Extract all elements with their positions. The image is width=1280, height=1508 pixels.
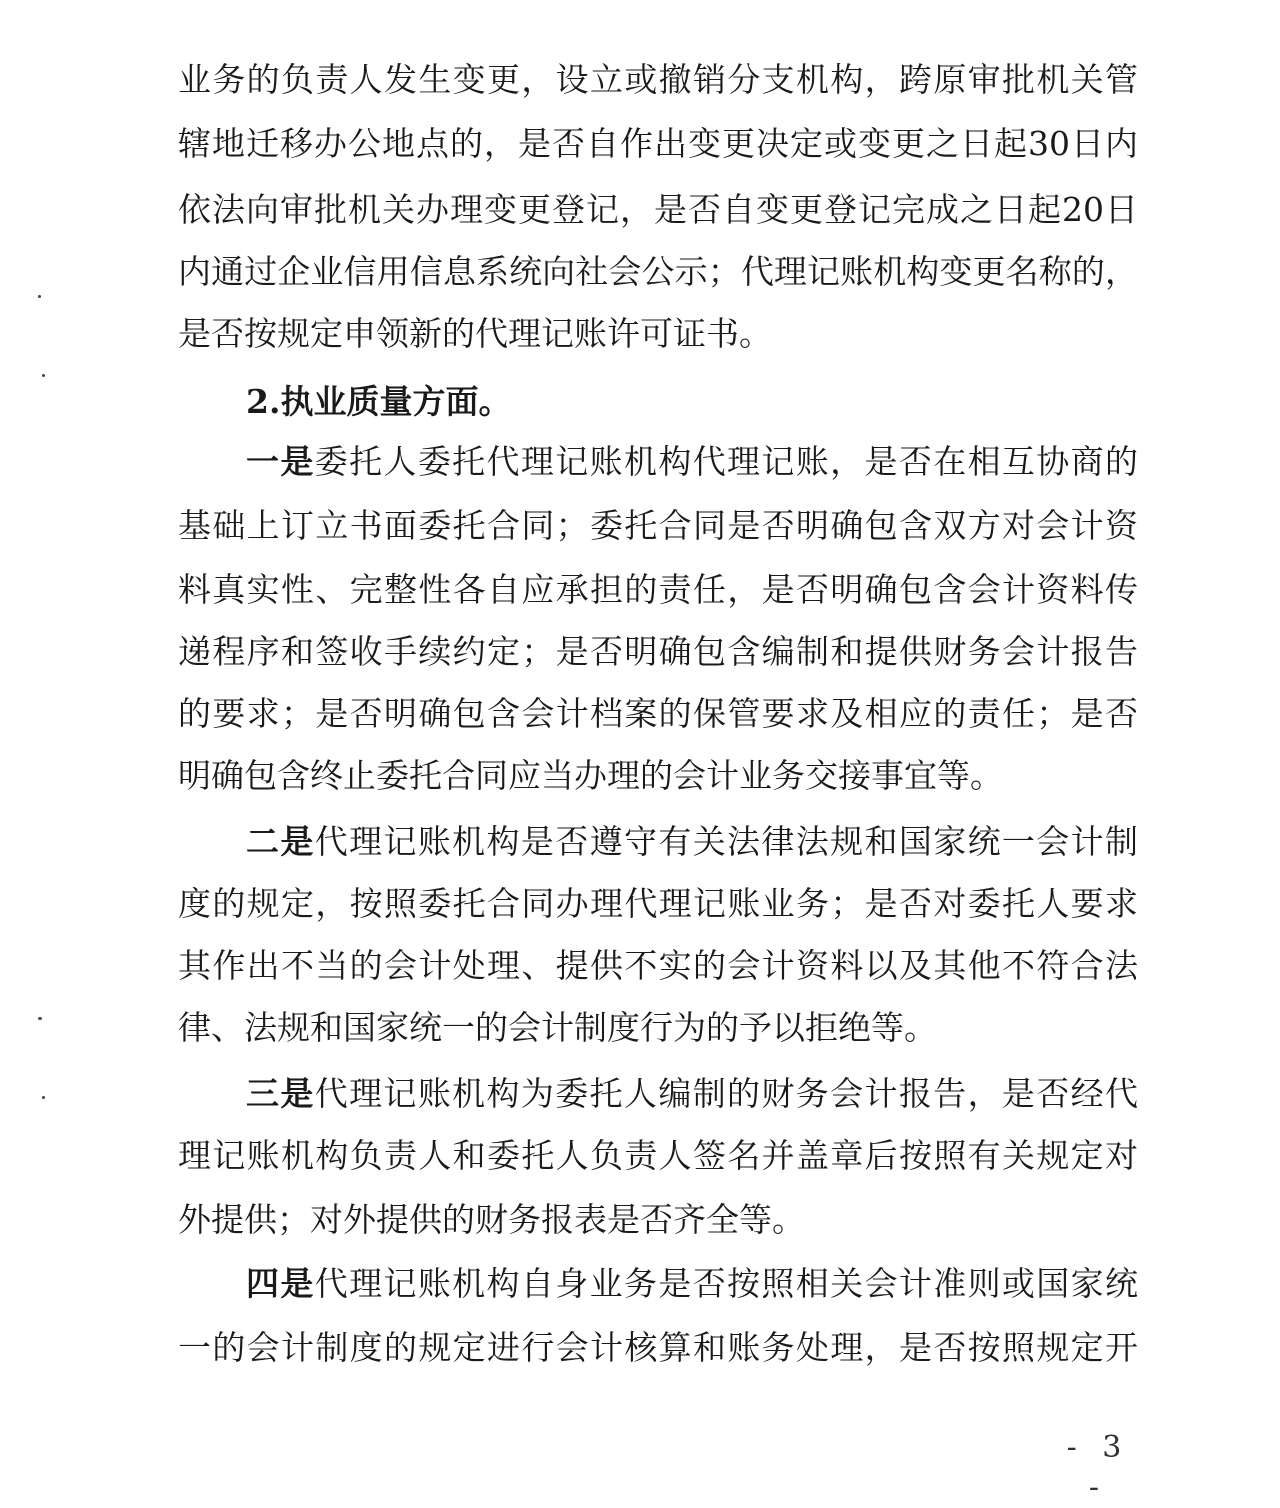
paragraph-text: 委托人委托代理记账机构代理记账，是否在相互协商的 (314, 442, 1139, 481)
text-line: 度的规定，按照委托合同办理代理记账业务；是否对委托人要求 (178, 884, 1138, 923)
scan-speck (38, 295, 41, 298)
text-line: 的要求；是否明确包含会计档案的保管要求及相应的责任；是否 (178, 694, 1138, 733)
text-line: 是否按规定申领新的代理记账许可证书。 (178, 314, 772, 353)
scan-speck (38, 1017, 42, 1020)
paragraph-text: 代理记账机构为委托人编制的财务会计报告，是否经代 (314, 1074, 1139, 1113)
text-line: 料真实性、完整性各自应承担的责任，是否明确包含会计资料传 (178, 570, 1138, 609)
text-line: 理记账机构负责人和委托人负责人签名并盖章后按照有关规定对 (178, 1136, 1138, 1175)
paragraph-text: 代理记账机构是否遵守有关法律法规和国家统一会计制 (314, 822, 1139, 861)
paragraph-lead: 四是 (246, 1264, 315, 1303)
paragraph-first-line (246, 432, 1138, 492)
paragraph-lead: 二是 (246, 822, 315, 861)
paragraph-first-line (246, 1064, 1138, 1124)
text-line: 内通过企业信用信息系统向社会公示；代理记账机构变更名称的， (178, 252, 1138, 291)
page-number: - 3 - (1066, 1430, 1130, 1505)
section-heading: 2.执业质量方面。 (246, 382, 512, 421)
text-line: 递程序和签收手续约定；是否明确包含编制和提供财务会计报告 (178, 632, 1138, 671)
text-line: 一的会计制度的规定进行会计核算和账务处理，是否按照规定开 (178, 1328, 1138, 1367)
text-line: 辖地迁移办公地点的，是否自作出变更决定或变更之日起30日内 (178, 124, 1138, 163)
text-line: 明确包含终止委托合同应当办理的会计业务交接事宜等。 (178, 756, 1003, 795)
text-line: 业务的负责人发生变更，设立或撤销分支机构，跨原审批机关管 (178, 60, 1138, 99)
paragraph-first-line (246, 1254, 1138, 1314)
paragraph-text: 代理记账机构自身业务是否按照相关会计准则或国家统 (314, 1264, 1139, 1303)
paragraph-first-line (246, 812, 1138, 872)
text-line: 基础上订立书面委托合同；委托合同是否明确包含双方对会计资 (178, 506, 1138, 545)
text-line: 律、法规和国家统一的会计制度行为的予以拒绝等。 (178, 1008, 937, 1047)
scan-speck (42, 1096, 45, 1099)
scan-speck (42, 374, 45, 377)
text-line: 其作出不当的会计处理、提供不实的会计资料以及其他不符合法 (178, 946, 1138, 985)
text-line: 外提供；对外提供的财务报表是否齐全等。 (178, 1200, 805, 1239)
paragraph-lead: 一是 (246, 442, 315, 481)
text-line: 依法向审批机关办理变更登记，是否自变更登记完成之日起20日 (178, 190, 1138, 229)
paragraph-lead: 三是 (246, 1074, 315, 1113)
